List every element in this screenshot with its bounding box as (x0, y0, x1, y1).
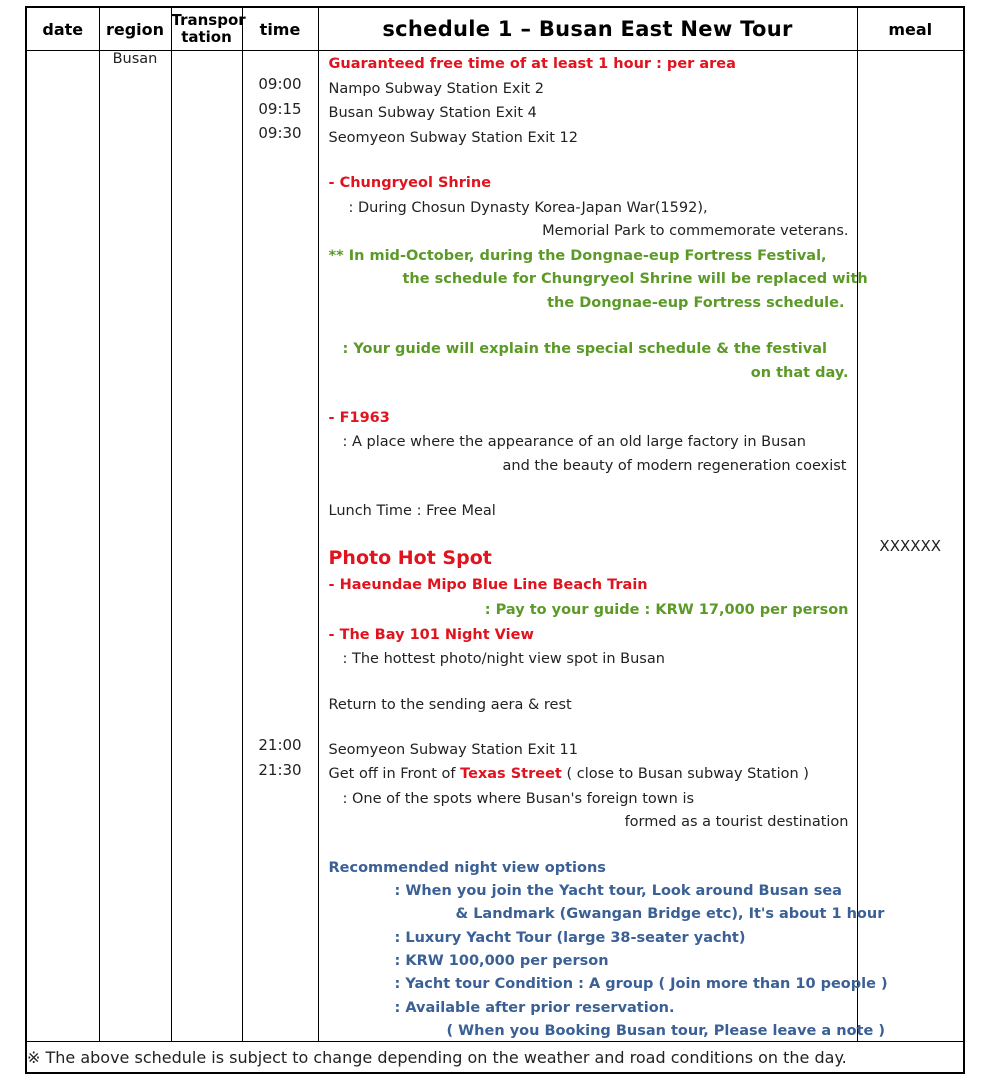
bullet-dash: - (328, 577, 340, 593)
photo-hot-spot-heading: Photo Hot Spot (328, 547, 492, 569)
chungryeol-shrine-title: Chungryeol Shrine (339, 175, 492, 191)
transportation-cell (171, 51, 242, 1042)
bullet-dash: - (328, 175, 340, 191)
pickup-busan: Busan Subway Station Exit 4 (328, 105, 537, 121)
texas-street-desc-1: : One of the spots where Busan's foreign town is (342, 791, 695, 807)
yacht-option-6: : Available after prior reservation. (394, 1000, 675, 1016)
time-entry: 21:00 (258, 736, 302, 754)
pickup-seomyeon: Seomyeon Subway Station Exit 12 (328, 130, 579, 146)
header-date: date (26, 7, 99, 51)
time-entry: 09:00 (258, 75, 302, 93)
chungryeol-shrine-heading (329, 174, 492, 192)
yacht-option-5: : Yacht tour Condition : A group ( Join more than 10 people ) (394, 976, 888, 992)
bay101-title: The Bay 101 Night View (339, 627, 534, 643)
chungryeol-desc-2: Memorial Park to commemorate veterans. (542, 223, 849, 239)
guide-note-1: : Your guide will explain the special schedule & the festival (342, 341, 827, 357)
beach-train-heading (329, 576, 648, 594)
bullet-dash: - (328, 410, 340, 426)
bullet-dash: - (328, 627, 340, 643)
texas-street-label: Texas Street (460, 766, 562, 782)
header-region: region (99, 7, 171, 51)
time-entry: 21:30 (258, 761, 302, 779)
header-time: time (242, 7, 318, 51)
footer-note: ※ The above schedule is subject to change depending on the weather and road conditions on the day. (26, 1042, 964, 1074)
dropoff-texas-street (329, 765, 809, 783)
yacht-option-1: : When you join the Yacht tour, Look around Busan sea (394, 883, 842, 899)
night-view-heading: Recommended night view options (328, 860, 606, 876)
f1963-title: F1963 (339, 410, 390, 426)
festival-note-3: the Dongnae-eup Fortress schedule. (547, 295, 845, 311)
texas-street-desc-2: formed as a tourist destination (624, 814, 849, 830)
dropoff-prefix: Get off in Front of (328, 766, 461, 782)
region-cell: Busan (99, 51, 171, 1042)
f1963-desc-2: and the beauty of modern regeneration coexist (502, 458, 847, 474)
time-entry: 09:30 (258, 124, 302, 142)
chungryeol-desc-1: : During Chosun Dynasty Korea-Japan War(1592), (348, 200, 708, 216)
schedule-table (25, 6, 965, 1074)
pickup-nampo: Nampo Subway Station Exit 2 (328, 81, 545, 97)
yacht-option-2: & Landmark (Gwangan Bridge etc), It's about 1 hour (455, 906, 885, 922)
return-note: Return to the sending aera & rest (328, 697, 572, 713)
footer-row (26, 1042, 964, 1074)
date-cell (26, 51, 99, 1042)
dropoff-suffix: ( close to Busan subway Station ) (561, 766, 809, 782)
f1963-heading (329, 409, 390, 427)
meal-cell: XXXXXX (857, 51, 964, 1042)
yacht-option-7: ( When you Booking Busan tour, Please leave a note ) (446, 1023, 885, 1039)
header-transport-line1: Transpor (171, 11, 246, 29)
header-meal: meal (857, 7, 964, 51)
schedule-row (26, 51, 964, 1042)
yacht-option-4: : KRW 100,000 per person (394, 953, 609, 969)
header-transportation (171, 7, 246, 51)
bay101-heading (329, 626, 534, 644)
schedule-cell (318, 51, 888, 1042)
bay101-desc: : The hottest photo/night view spot in Busan (342, 651, 665, 667)
f1963-desc-1: : A place where the appearance of an old large factory in Busan (342, 434, 806, 450)
time-entry: 09:15 (258, 100, 302, 118)
beach-train-price: : Pay to your guide : KRW 17,000 per person (484, 602, 849, 618)
free-time-note: Guaranteed free time of at least 1 hour : per area (328, 56, 736, 72)
festival-note-2: the schedule for Chungryeol Shrine will be replaced with (402, 271, 868, 287)
yacht-option-3: : Luxury Yacht Tour (large 38-seater yacht) (394, 930, 746, 946)
header-row (26, 7, 964, 51)
beach-train-title: Haeundae Mipo Blue Line Beach Train (339, 577, 648, 593)
lunch-time: Lunch Time : Free Meal (328, 503, 496, 519)
header-schedule-title: schedule 1 – Busan East New Tour (318, 7, 857, 51)
guide-note-2: on that day. (750, 365, 849, 381)
festival-note-1: ** In mid-October, during the Dongnae-eup Fortress Festival, (328, 248, 827, 264)
time-cell (242, 51, 318, 1042)
header-transport-line2: tation (181, 28, 232, 46)
dropoff-seomyeon: Seomyeon Subway Station Exit 11 (328, 742, 579, 758)
